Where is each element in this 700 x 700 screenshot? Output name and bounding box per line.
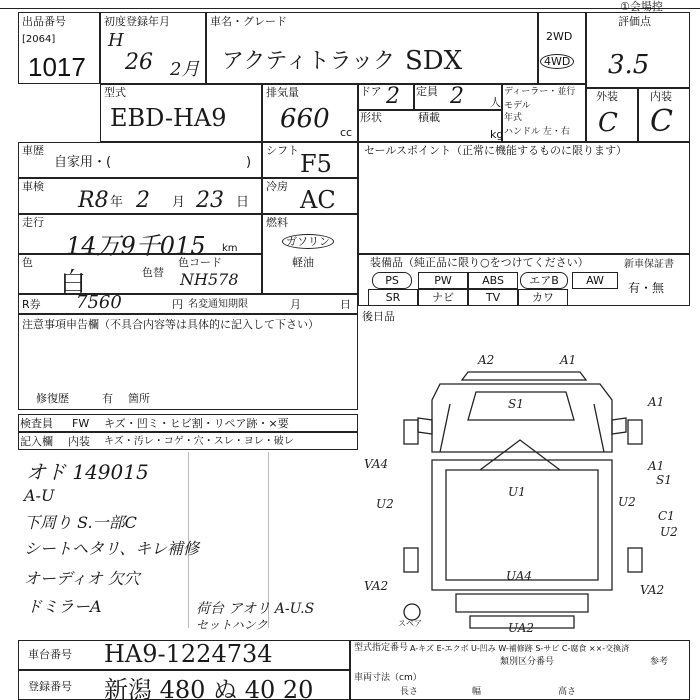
note-au: A-U xyxy=(24,486,55,505)
color-code-value: NH578 xyxy=(180,270,239,289)
first-reg-label: 初度登録年月 xyxy=(104,15,170,28)
displacement-value: 660 xyxy=(280,104,330,134)
meigi-label: 名変通知期限 xyxy=(188,299,248,310)
note-seat: シートヘタリ、キレ補修 xyxy=(24,539,200,558)
mark-va2-left: VA2 xyxy=(364,579,389,593)
interior-label: 内装 xyxy=(650,90,672,103)
row2-items: キズ・汚レ・コゲ・穴・スレ・ヨレ・破レ xyxy=(104,436,294,447)
mark-a1-side: A1 xyxy=(648,459,665,473)
equip-leather: カワ xyxy=(518,289,568,306)
interior-value: C xyxy=(650,104,673,139)
mark-u2-right: U2 xyxy=(618,495,636,509)
recycle-label: R券 xyxy=(22,298,41,311)
displacement-unit: cc xyxy=(340,126,353,139)
mark-u2-side: U2 xyxy=(660,525,678,539)
car-name-label: 車名・グレード xyxy=(210,15,287,28)
mileage-unit: km xyxy=(222,243,238,254)
equipment-label: 装備品（純正品に限り○をつけてください） xyxy=(370,256,589,269)
warranty-value: 有・無 xyxy=(628,281,665,295)
shaken-month: 2 xyxy=(136,188,150,213)
grade: SDX xyxy=(405,46,463,76)
shaken-month-unit: 月 xyxy=(172,195,186,210)
color-change-label: 色替 xyxy=(142,266,164,279)
shaken-day-unit: 日 xyxy=(236,195,250,210)
mark-s1-side: S1 xyxy=(656,473,672,487)
sales-point-box xyxy=(358,142,690,254)
note-underbody: 下周り S.一部C xyxy=(24,513,137,532)
mark-s1: S1 xyxy=(508,397,524,411)
note-mirror: ドミラーA xyxy=(26,597,102,616)
dealer-label: ディーラー・並行 xyxy=(504,87,576,97)
history-close: ) xyxy=(246,155,252,170)
chassis-label: 車台番号 xyxy=(28,648,72,661)
fuel-gas: ガソリン xyxy=(282,234,334,249)
mark-va4: VA4 xyxy=(364,457,389,471)
row1-items: キズ・凹ミ・ヒビ割・リペア跡・×要 xyxy=(104,417,289,430)
shaken-label: 車検 xyxy=(22,180,44,193)
repair-value: 有 xyxy=(102,392,113,405)
shift-value: F5 xyxy=(300,150,332,178)
capacity-unit: 人 xyxy=(490,96,501,109)
first-reg-month: 2月 xyxy=(170,59,200,80)
rear-seat-label: 後日品 xyxy=(362,310,395,323)
score-value: 3.5 xyxy=(608,50,650,80)
type-value: EBD-HA9 xyxy=(110,104,227,132)
displacement-label: 排気量 xyxy=(266,86,299,99)
chassis-value: HA9-1224734 xyxy=(104,640,273,668)
capacity-label: 定員 xyxy=(416,85,438,98)
legend-label: 型式指定番号 xyxy=(354,643,409,653)
shape-label: 形状 xyxy=(360,111,382,124)
capacity-value: 2 xyxy=(450,84,464,109)
drive-box xyxy=(538,12,586,84)
equip-airbag: エアB xyxy=(520,272,568,289)
doors-value: 2 xyxy=(386,84,400,109)
recorder-label: 記入欄 xyxy=(20,435,53,448)
mark-va2-right: VA2 xyxy=(640,583,665,597)
class-label: 類別区分番号 xyxy=(500,657,555,667)
mark-ua4: UA4 xyxy=(506,569,533,583)
first-reg-era: H xyxy=(108,30,124,51)
notes-label: 注意事項申告欄（不具合内容等は具体的に記入して下さい） xyxy=(22,318,319,331)
fuel-diesel: 軽油 xyxy=(292,256,314,269)
car-name: アクティトラック xyxy=(222,49,396,74)
model-label: モデル xyxy=(504,101,531,111)
exterior-label: 外装 xyxy=(596,90,618,103)
warranty-label: 新車保証書 xyxy=(624,259,674,270)
load-label: 積載 xyxy=(418,111,440,124)
mileage-value: 14万9千015 xyxy=(66,232,206,260)
spare-label: スペア xyxy=(398,619,422,628)
doors-label: ドア xyxy=(360,85,382,98)
mark-a1-right: A1 xyxy=(648,395,665,409)
color-label: 色 xyxy=(22,256,33,269)
mark-a1-front: A1 xyxy=(560,353,577,367)
sales-point-label: セールスポイント（正常に機能するものに限ります） xyxy=(364,144,628,157)
equip-ps: PS xyxy=(372,272,412,289)
mark-ua2: UA2 xyxy=(508,621,535,635)
history-label: 車歴 xyxy=(22,144,44,157)
equip-aw: AW xyxy=(572,272,618,289)
fuel-label: 燃料 xyxy=(266,216,288,229)
shaken-era: R8 xyxy=(78,188,109,213)
note-bed: 荷台 アオリ A-U.S xyxy=(196,601,315,617)
row2-head: 内装 xyxy=(68,435,90,448)
meigi-day: 日 xyxy=(340,298,351,311)
note-bed2: セットハンク xyxy=(196,618,268,632)
drive-2wd: 2WD xyxy=(546,30,573,43)
color-code-label: 色コード xyxy=(178,256,222,269)
recycle-value: 7560 xyxy=(76,292,122,313)
venue-label: ①会場控 xyxy=(620,0,663,13)
reg-label: 登録番号 xyxy=(28,680,72,693)
equip-sr: SR xyxy=(368,289,418,306)
shaken-day: 23 xyxy=(196,188,224,213)
width-label: 幅 xyxy=(472,687,482,697)
handle-label: ハンドル 左・右 xyxy=(504,127,570,137)
mark-u2-left: U2 xyxy=(376,497,394,511)
repair-place: 箇所 xyxy=(128,392,150,405)
lot-number: 1017 xyxy=(28,52,86,82)
car-size-label: 車両寸法（cm） xyxy=(354,673,422,683)
load-unit: kg xyxy=(490,128,504,141)
shaken-year-unit: 年 xyxy=(110,195,124,210)
top-rule xyxy=(0,8,700,9)
meigi-month: 月 xyxy=(290,298,301,311)
note-odo: オド 149015 xyxy=(26,460,149,484)
mark-c1: C1 xyxy=(658,509,675,523)
inspector-label: 検査員 xyxy=(20,417,53,430)
ac-label: 冷房 xyxy=(266,180,288,193)
type-label: 型式 xyxy=(104,86,126,99)
legend-values: A-キズ E-エクボ U-凹み W-補修跡 S-サビ C-腐食 ××-交換済 xyxy=(410,644,630,653)
exterior-value: C xyxy=(598,108,618,138)
ac-value: AC xyxy=(300,186,336,214)
mileage-label: 走行 xyxy=(22,216,44,229)
equip-tv: TV xyxy=(468,289,518,306)
equip-navi: ナビ xyxy=(418,289,468,306)
year-label: 年式 xyxy=(504,113,523,123)
color-value: 白 xyxy=(60,268,87,298)
score-label: 評価点 xyxy=(618,15,651,28)
reg-value: 新潟 480 ぬ 40 20 xyxy=(104,676,314,700)
first-reg-year: 26 xyxy=(125,50,153,75)
row1-head: FW xyxy=(72,417,90,430)
lot-label: 出品番号 xyxy=(22,15,66,28)
reference-label: 参考 xyxy=(650,657,669,667)
drive-4wd: 4WD xyxy=(540,54,574,69)
height-label: 高さ xyxy=(558,687,577,697)
note-audio: オーディオ 欠穴 xyxy=(24,569,140,588)
recycle-unit: 円 xyxy=(172,298,183,311)
history-value: 自家用・( xyxy=(54,155,112,170)
length-label: 長さ xyxy=(400,687,419,697)
mark-a2-front: A2 xyxy=(478,353,495,367)
equip-pw: PW xyxy=(418,272,468,289)
mark-u1: U1 xyxy=(508,485,526,499)
equip-abs: ABS xyxy=(468,272,518,289)
shift-label: シフト xyxy=(266,144,299,157)
repair-label: 修復歴 xyxy=(36,392,69,405)
lot-sub: [2064] xyxy=(22,34,56,45)
